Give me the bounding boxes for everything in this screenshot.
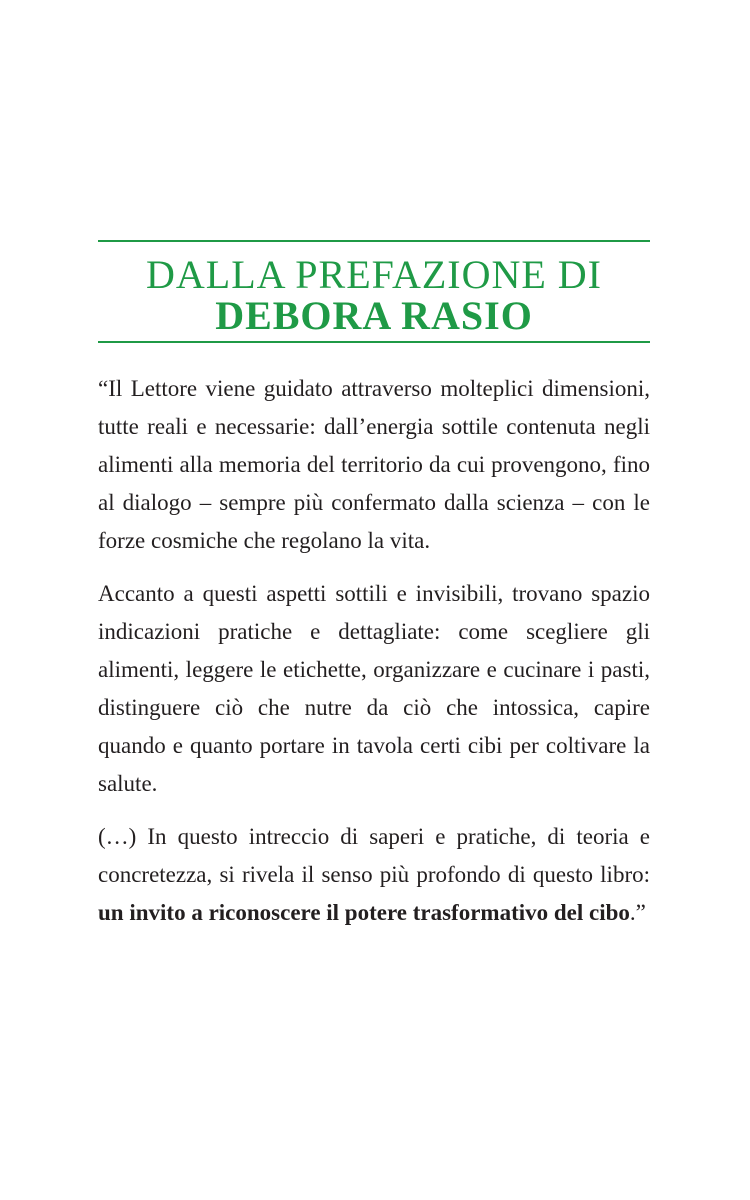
paragraph-3-closing: .” [629,900,646,925]
paragraph-1: “Il Lettore viene guidato attraverso molteplici dimensioni, tutte reali e necessarie: dall’energia sottile contenuta negli alimenti alla memoria del territorio da cui provengono, fino al dialogo – sempre più confermato dalla scienza – con le forze cosmiche che regolano la vita. [98,376,650,553]
heading-line-2: DEBORA RASIO [215,293,533,338]
paragraph-3-lead: (…) In questo intreccio di saperi e pratiche, di teoria e concretezza, si rivela il senso più profondo di questo libro: [98,824,650,887]
preface-excerpt [98,370,650,947]
heading-line-1: DALLA PREFAZIONE DI [145,252,602,297]
paragraph-3-emphasis: un invito a riconoscere il potere trasformativo del cibo [98,900,630,925]
top-divider [98,240,650,242]
paragraph-3 [98,818,650,932]
paragraph-2: Accanto a questi aspetti sottili e invisibili, trovano spazio indicazioni pratiche e dettagliate: come scegliere gli alimenti, leggere le etichette, organizzare e cucinare i pasti, distinguere ciò che nutre da ciò che intossica, capire quando e quanto portare in tavola certi cibi per coltivare la salute. [98,581,650,796]
bottom-divider [98,341,650,343]
